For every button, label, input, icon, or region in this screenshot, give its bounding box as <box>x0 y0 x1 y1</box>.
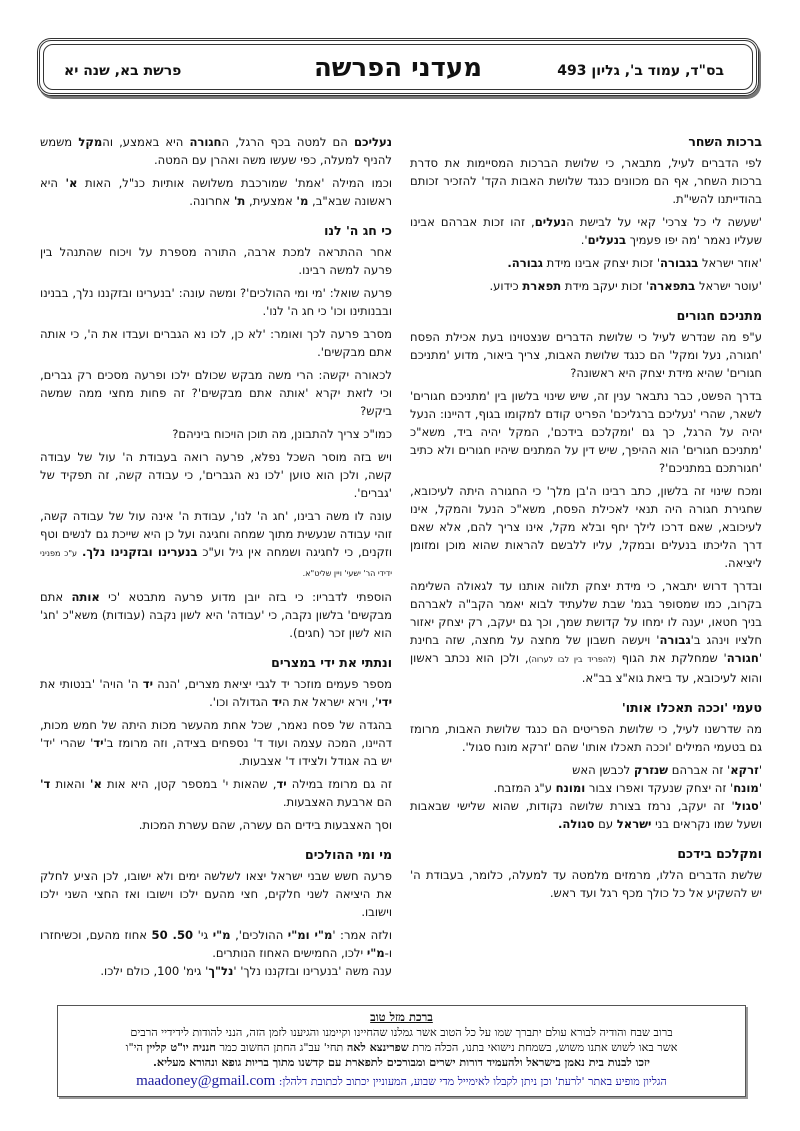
text-run: , שהאות י' במספר קטן, היא אות <box>101 777 277 791</box>
paragraph <box>40 133 392 169</box>
text-run: ההולכים', <box>230 928 288 942</box>
text-run: ' שמחלקת את הגוף <box>615 651 727 665</box>
text-run: אחרונה. <box>189 194 234 208</box>
paragraph <box>410 213 762 249</box>
text-run: אמצעית, <box>245 194 297 208</box>
line2-text-a: אשר באו לשוש אתנו משוש, בשמחת נישואי בתנו, הכלה מרת <box>408 1041 678 1054</box>
bold-text: סגול <box>734 799 759 813</box>
congratulations-box <box>57 1005 746 1097</box>
text-run: הם ארבעת האצבעות. <box>282 795 392 809</box>
paragraph <box>40 588 392 642</box>
bold-text: א' <box>65 176 78 190</box>
contact-line <box>58 1074 745 1089</box>
bold-text: יד <box>93 736 104 750</box>
paragraph <box>40 325 392 361</box>
bold-text: ד' <box>40 777 51 791</box>
text-run: ובדרך דרוש יתבאר, כי מידת יצחק תלווה אותנו עד לגאולה השלימה בקרוב, כמו שמסופר בגמ' שבת שלעתיד לבוא יאמר הקב"ה לאברהם בניך חטאו, יענה לו ימחו על קדושת שמך, וכך גם יעקב, רק יצחק יאזור חלציו וינהג ב' <box>410 579 762 647</box>
text-run: הוספתי לדבריו: כי בזה יובן מדוע פרעה מתבטא 'כי <box>99 590 392 604</box>
small-note: (להפריד בין לבו לערוה) <box>528 655 616 664</box>
text-run: ' שהרי 'יד' יש בה אגודל ולצידו ד' אצבעות. <box>40 736 392 768</box>
bold-text: נל"ך <box>208 964 234 978</box>
text-run: עונה לו משה רבינו, 'חג ה' לנו', עבודת ה' אינה עול של עבודה קשה, זוהי עבודה שנעשית מתוך שמחה וחגיגה ועל כן היא שייכת גם לנשים וטף וזקנים, כי לחגיגה ושמחה אין גיל וע"כ <box>40 509 392 559</box>
paragraph <box>40 926 392 980</box>
paragraph <box>410 387 762 477</box>
text-run: ' <box>758 763 762 777</box>
text-run: ה' הויה' 'בנטותי את <box>40 677 143 691</box>
bold-text: חגורה <box>726 651 759 665</box>
line2-text-e: הי"ו <box>125 1041 147 1054</box>
text-run: מסרב פרעה לכך ואומר: 'לא כן, לכו נא הגברים ועבדו את ה', כי אותה אתם מבקשים'. <box>40 327 392 359</box>
bold-text: 50. 50 <box>151 928 194 942</box>
section-heading: מתניכם חגורים <box>676 308 762 323</box>
paragraph <box>40 675 392 711</box>
paragraph <box>40 174 392 210</box>
left-column <box>40 133 392 985</box>
header-frame <box>43 44 753 90</box>
bold-text: יד <box>276 777 287 791</box>
groom-name: חנניה יו"ט קליין <box>146 1040 216 1054</box>
text-run: ומכח שינוי זה בלשון, כתב רבינו ה'בן מלך' כי החגורה היתה לעיכובא, שחגירת חגורה היה תנאי לאכילת הפסח, משא"כ הנעל והמקל, אינו לעיכובא, שאם דרכו לילך יחף ובלא מקל, אינו צריך להם, אלא שאם דרך הליכתו בנעלים ובמקל, עליו ללבשם להראות שהוא מוכן ומזומן ליציאה. <box>410 484 762 570</box>
text-run: פרעה חשש שבני ישראל יצאו לשלשה ימים ולא ישובו, לכן הציע לחלק את היציאה לשני חלקים, חצי מהעם ילכו וישובו ואז החצי השני ילכו וישובו. <box>40 869 392 919</box>
bold-text: זרקא <box>730 763 759 777</box>
bold-text: מ' <box>296 194 309 208</box>
congratulations-title: ברכת מזל טוב <box>370 1010 433 1024</box>
text-run: בהגדה של פסח נאמר, שכל אחת מהעשר מכות היתה של חמש מכות, דהיינו, המכה עצמה ועוד ד' נספחים בצידה, וזה מרומז ב' <box>40 718 392 750</box>
text-run: ' גימ' 100, כולם ילכו. <box>100 964 209 978</box>
text-run: וכמו המילה 'אמת' שמורכבת משלושה אותיות כנ"ל, האות <box>77 176 392 190</box>
bold-text: תפארת <box>522 279 562 293</box>
paragraph <box>410 866 762 902</box>
text-run: ' זה יעקב, נרמז בצורת שלושה נקודות, שהוא שלישי שבאבות ושעל שמו נקראים בני <box>410 799 762 831</box>
section-heading: ברכות השחר <box>688 134 762 149</box>
bold-text: ידי <box>378 695 392 709</box>
paragraph <box>40 366 392 420</box>
bold-text: יד <box>271 695 283 709</box>
text-run: '. <box>580 233 588 247</box>
text-run: ' <box>758 781 762 795</box>
paragraph <box>410 277 762 295</box>
text-run: ' זה יצחק שנעקד ואפרו צבור <box>585 781 734 795</box>
text-run: 'אוזר ישראל <box>698 256 762 270</box>
text-run: ענה משה 'בנערינו ובזקננו נלך' ' <box>233 964 392 978</box>
section-heading: כי חג ה' לנו <box>324 223 392 238</box>
text-run: 'עוטר ישראל <box>695 279 762 293</box>
bold-text: מונח <box>733 781 759 795</box>
text-run: ', וירא ישראל את ה <box>282 695 379 709</box>
text-run: אחוז מהעם, וכשיחזרו ו- <box>40 928 392 960</box>
bold-text: מ"י <box>366 946 385 960</box>
text-run: ' ויעשה חשבון של מחצה על מחצה, שזה בחינת ' <box>410 633 763 665</box>
bold-text: גבורה <box>659 633 691 647</box>
text-run: מספר פעמים מוזכר יד לגבי יציאת מצרים, 'הנה <box>152 677 393 691</box>
bold-text: ישראל <box>616 817 652 831</box>
paragraph <box>410 254 762 272</box>
paragraph <box>40 716 392 770</box>
paragraph <box>40 425 392 443</box>
bold-text: מקל <box>78 135 103 149</box>
bold-text: בנערינו ובזקנינו נלך. <box>81 545 198 559</box>
bold-text: נעלים <box>534 215 567 229</box>
congratulations-line-3: יזכו לבנות בית נאמן בישראל ולהעמיד דורות ישרים ומבורכים לתפארת עם קדשנו מתוך בריות גופא ונהורא מעליא. <box>153 1055 650 1069</box>
paragraph <box>410 328 762 382</box>
text-run: כמו"כ צריך להתבונן, מה תוכן הויכוח ביניהם? <box>172 427 392 441</box>
section-heading: מי ומי ההולכים <box>305 847 392 862</box>
paragraph <box>40 867 392 921</box>
text-run: ילכו, החמישים האחוז הנותרים. <box>212 946 367 960</box>
parsha-info: פרשת בא, שנה יא <box>64 63 182 79</box>
bride-name: שפרינצא לאה <box>346 1040 409 1054</box>
text-run: אחר ההתראה למכת ארבה, התורה מספרת על ויכוח שהתנהל בין פרעה למשה רבינו. <box>40 245 392 277</box>
bold-text: ת' <box>233 194 246 208</box>
text-run: ולזה אמר: ' <box>332 928 392 942</box>
bold-text: א' <box>89 777 102 791</box>
paragraph <box>40 816 392 834</box>
paragraph <box>410 720 762 756</box>
bold-text: אותה <box>71 590 100 604</box>
paragraph <box>410 154 762 208</box>
text-run: הם למטה בכף הרגל, ה <box>221 135 354 149</box>
bold-text: מ"י <box>212 928 231 942</box>
text-run: ' זה אברהם <box>668 763 731 777</box>
section-heading: ומקלכם בידכם <box>677 846 762 861</box>
bold-text: גבורה. <box>507 256 543 270</box>
text-run: משמש להניף למעלה, כפי שעשו משה ואהרן עם המטה. <box>40 135 392 167</box>
text-run: מה שדרשנו לעיל, כי שלושת הפריטים הם כנגד שלושת האבות, מרומז גם בטעמי המילים 'וככה תאכלו אותו' שהם 'זרקא מונח סגול'. <box>410 722 762 754</box>
text-run: לפי הדברים לעיל, מתבאר, כי שלושת הברכות המסיימות את סדרת ברכות השחר, אף הם מכוונים כנגד שלושת האבות הקד' להזכיר זכותם בהודייתנו להשי"ת. <box>410 156 762 206</box>
bold-text: נעליכם <box>353 135 392 149</box>
paragraph <box>40 284 392 320</box>
paragraph <box>40 243 392 279</box>
text-run: הגדולה וכו'. <box>209 695 272 709</box>
email-link[interactable]: maadoney@gmail.com <box>136 1073 276 1089</box>
bold-text: ומונח <box>555 781 586 795</box>
text-run: ע"פ מה שנדרש לעיל כי שלושת הדברים שנצטוינו בעת אכילת הפסח 'חגורה, נעל ומקל' הם כנגד שלושת האבות, צריך ביאור, מדוע 'מתניכם חגורים' שהיא מידת יצחק היא ראשונה? <box>410 330 762 380</box>
text-run: זה גם מרומז במילה <box>286 777 393 791</box>
text-run: היא ראשונה שבא"ב, <box>40 176 392 208</box>
text-run: 'שעשה לי כל צרכי' קאי על לבישת ה <box>566 215 762 229</box>
congratulations-line-2 <box>58 1040 745 1055</box>
text-run: ' זכות יעקב מידת <box>561 279 650 293</box>
bold-text: בתפארה <box>649 279 696 293</box>
bold-text: שנזרק <box>633 763 669 777</box>
text-run: שלשת הדברים הללו, מרמזים מלמטה עד למעלה, כלומר, בעבודת ה' יש להשקיע אל כל כולך מכף רגל ועד ראש. <box>410 868 762 900</box>
issue-info: בס"ד, עמוד ב', גליון 493 <box>557 63 724 79</box>
text-run: גי' <box>193 928 213 942</box>
text-run: וסך האצבעות בידים הם עשרה, שהם עשרת המכות. <box>138 818 392 832</box>
paragraph <box>410 482 762 572</box>
text-run: ' זכות יצחק אבינו מידת <box>542 256 661 270</box>
bold-text: מ"י ומ"י <box>287 928 333 942</box>
bold-text: יד <box>142 677 153 691</box>
text-run: היא באמצע, וה <box>102 135 190 149</box>
line2-text-c: תחי' עב"ג החתן החשוב כמר <box>215 1041 347 1054</box>
text-run: כידוע. <box>489 279 523 293</box>
congratulations-line-1: ברוב שבח והודיה לבורא עולם יתברך שמו על כל הטוב אשר גמלנו שהחיינו וקיימנו והגיענו לזמן הזה, הנני להודות לידידיי הרבים <box>130 1026 673 1039</box>
bold-text: סגולה. <box>558 817 595 831</box>
paragraph <box>40 448 392 502</box>
text-run: ע"ג המזבח. <box>493 781 556 795</box>
text-run: בדרך הפשט, כבר נתבאר ענין זה, שיש שינוי בלשון בין 'מתניכם חגורים' לשאר, שהרי 'נעליכם ברגליכם' הפריט קודם למקומו בגוף, דהיינו: הנעל יהיה על הרגל, כך גם 'ומקלכם בידכם', המקל יהיה ביד, משא"כ 'מתניכם חגורים' הוא ההיפך, שיש דין על המתנים שיהיו חגורים ולא כתיב 'חגורתכם במתניכם'? <box>410 389 762 475</box>
text-run: והאות <box>50 777 90 791</box>
paragraph <box>40 507 392 583</box>
text-run: פרעה שואל: 'מי ומי ההולכים'? ומשה עונה: 'בנערינו ובזקננו נלך, בבנינו ובבנותינו וכו' כי חג ה' לנו'. <box>40 286 392 318</box>
bold-text: בגבורה <box>660 256 699 270</box>
text-run: , ולכן הוא נכתב ראשון והוא לעיכובא, עד ביאת גוא"צ בב"א. <box>410 651 762 685</box>
paragraph <box>410 577 762 687</box>
text-run: ויש בזה מוסר השכל נפלא, פרעה רואה בעבודת ה' עול של עבודה קשה, ולכן הוא טוען 'לכו נא הגברים', כי עבודה קשה, זה תפקיד של 'גברים'. <box>40 450 392 500</box>
section-heading: טעמי 'וככה תאכלו אותו' <box>621 700 762 715</box>
small-note: ע"כ מפניני ידידי הר' ישעי' ויין שליט"א. <box>40 549 392 578</box>
bold-text: בנעלים <box>587 233 627 247</box>
bold-text: חגורה <box>189 135 222 149</box>
text-run: אתם מבקשים' בלשון נקבה, כי 'עבודה' היא לשון נקבה (עבודות) משא"כ 'חג' הוא לשון זכר (חגים). <box>40 590 392 640</box>
paragraph <box>410 761 762 833</box>
paragraph <box>40 775 392 811</box>
right-column <box>410 133 762 907</box>
text-run: לכאורה יקשה: הרי משה מבקש שכולם ילכו ופרעה מסכים רק גברים, וכי לזאת יקרא 'אותה אתם מבקשים'? זה פחות מחצי ממה שמשה ביקש? <box>40 368 392 418</box>
text-run: , זהו זכות אברהם אבינו שעליו נאמר 'מה יפו פעמיך <box>410 215 762 247</box>
publication-title: מעדני הפרשה <box>313 53 483 83</box>
contact-text: הגליון מופיע באתר 'לרעת' וכן ניתן לקבלו לאימייל מדי שבוע, המעוניין יכתוב לכתובת דלהלן: <box>275 1075 667 1088</box>
text-run: עם <box>594 817 617 831</box>
page-header <box>37 38 759 96</box>
text-run: לכבשן האש <box>572 763 634 777</box>
section-heading: ונתתי את ידי במצרים <box>271 655 392 670</box>
text-run: ' <box>758 799 762 813</box>
